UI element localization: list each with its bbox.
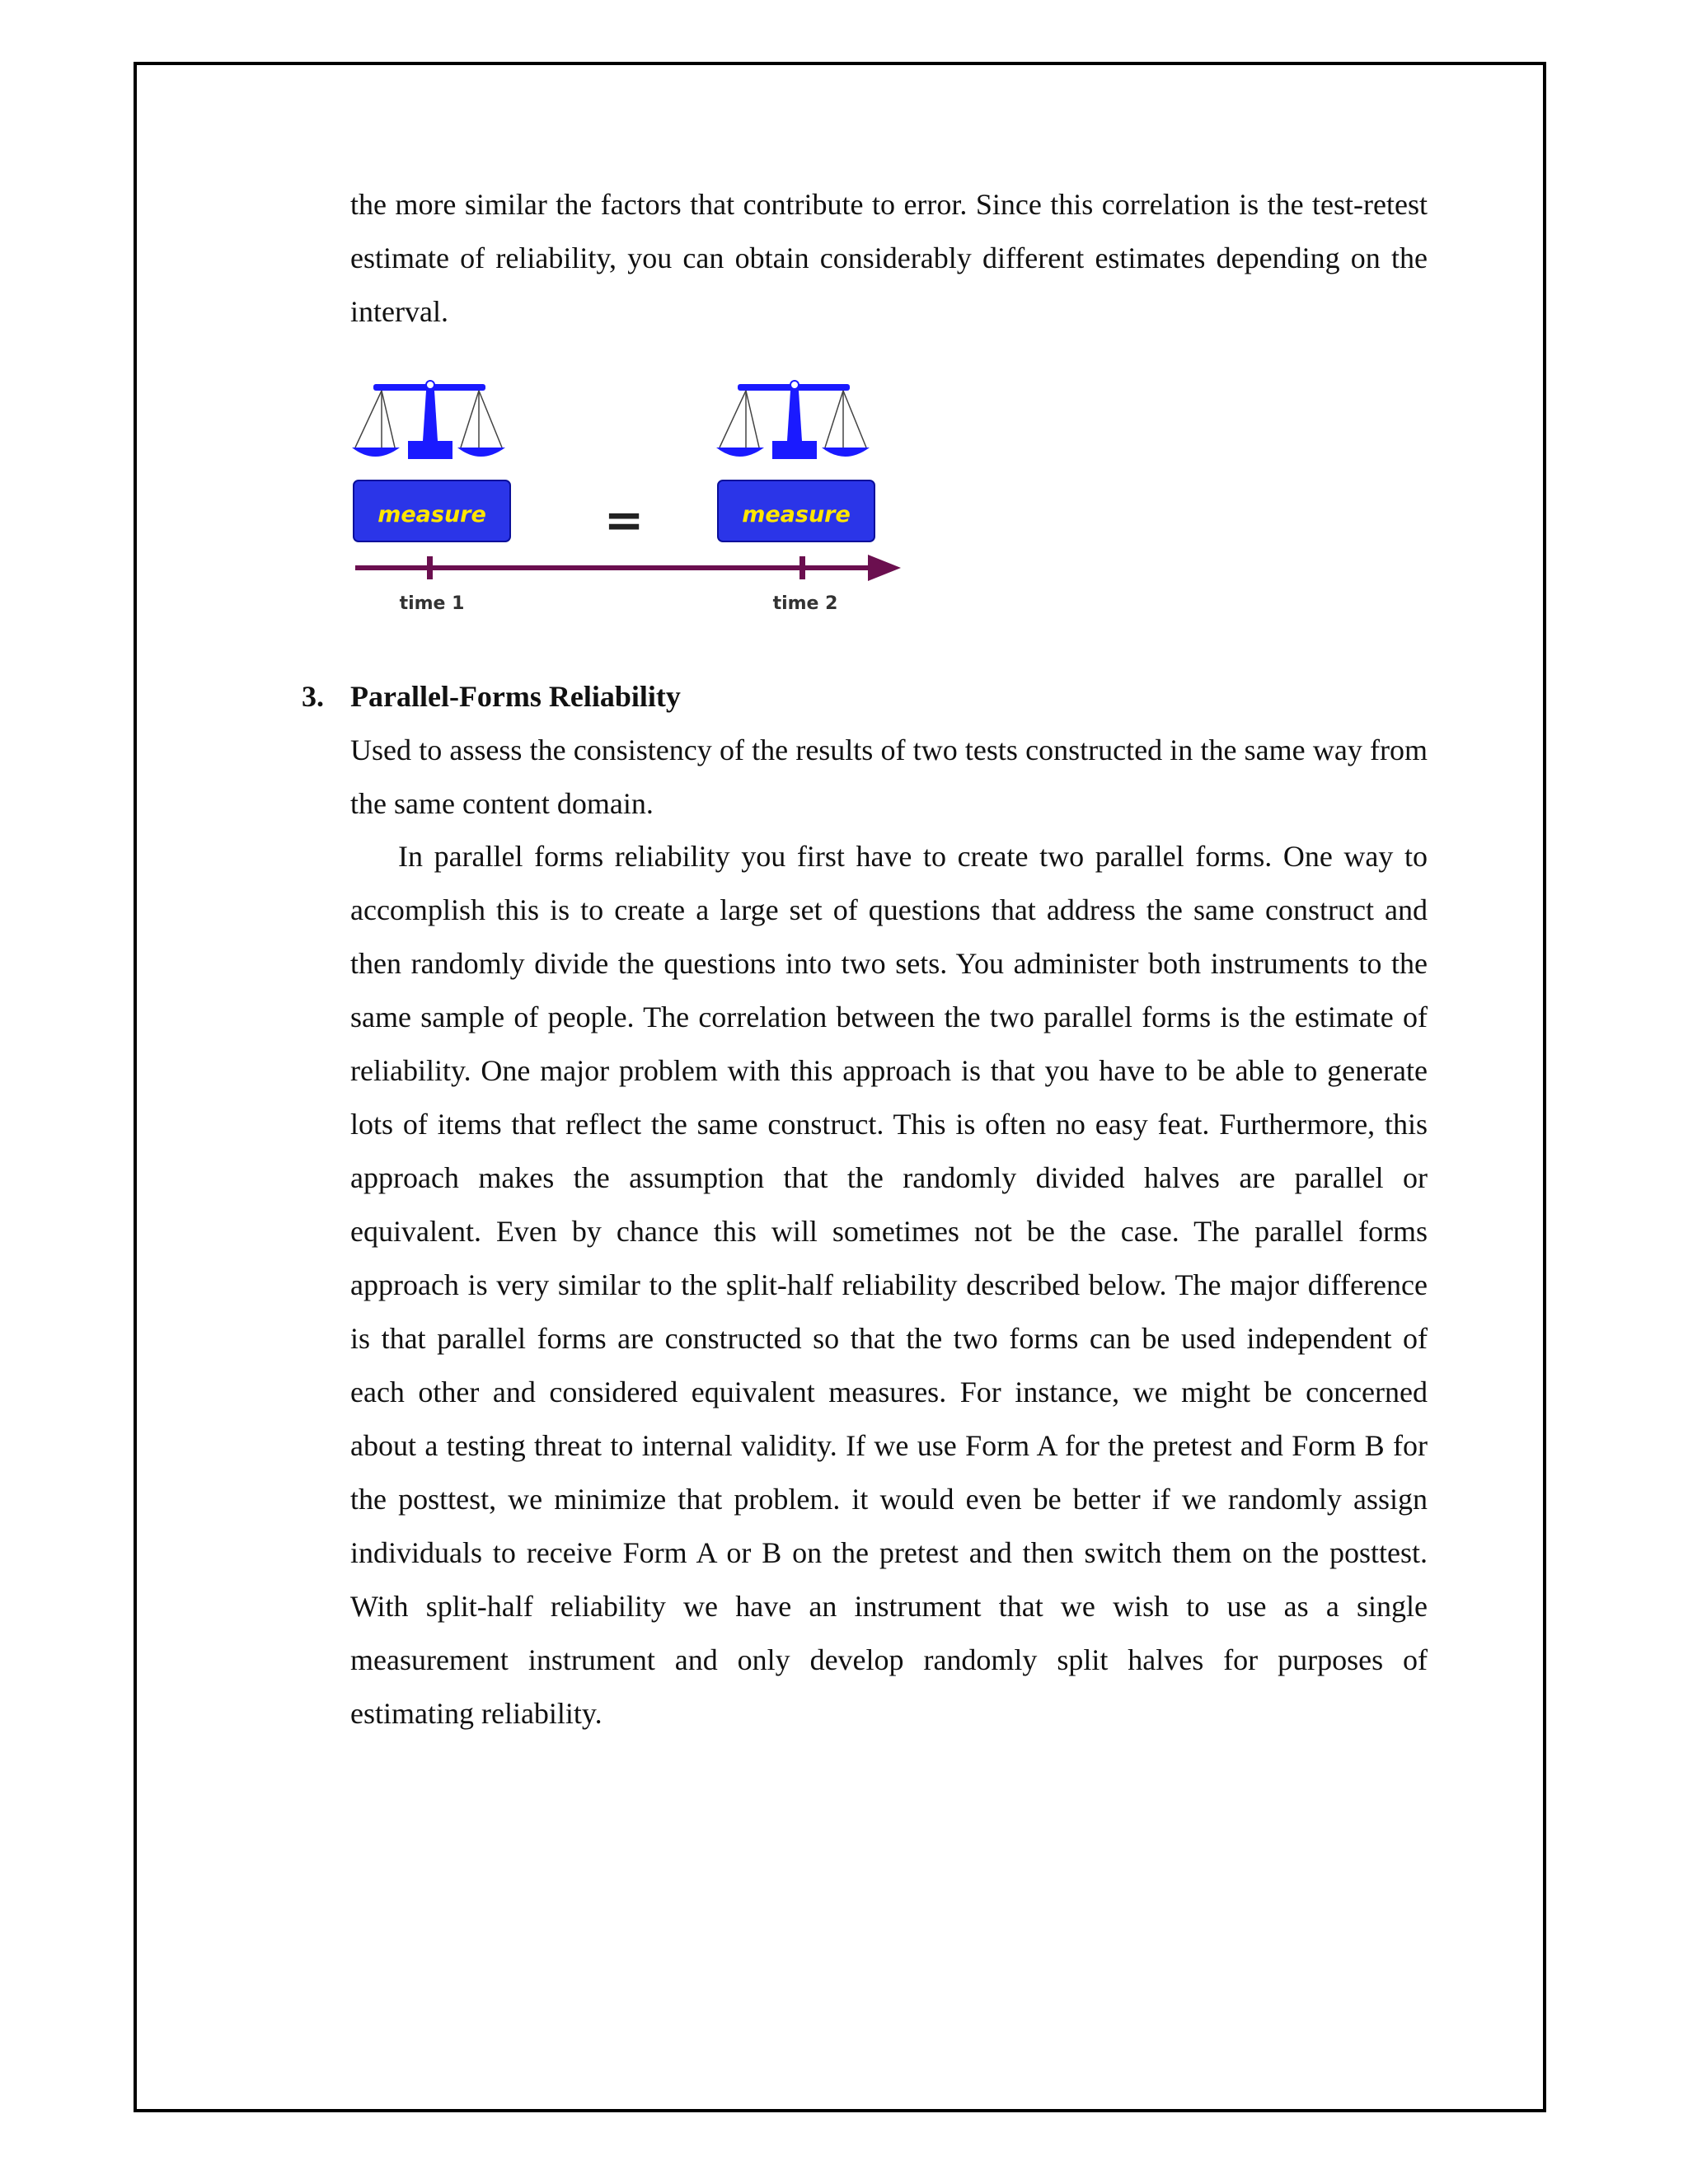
tick-time-2 — [799, 556, 805, 579]
equals-sign: = — [603, 492, 645, 548]
time-2-label: time 2 — [772, 593, 838, 614]
measure-box-right — [718, 480, 874, 541]
balance-scale-icon — [352, 381, 505, 459]
measure-label-left: measure — [377, 502, 486, 527]
section-number: 3. — [302, 680, 324, 713]
measure-label-right: measure — [742, 502, 851, 527]
paragraph-explanation: In parallel forms reliability you first have to create two parallel forms. One way to accomplish this is to create a large set of questions that address the same construct and then randomly divide the questions into two sets. You administer both instruments to the same sample of people. The correlation between the two parallel forms is the estimate of reliability. One major problem with this approach is that you have to be able to generate lots of items that reflect the same construct. This is often no easy feat. Furthermore, this approach makes the assumption that the randomly divided halves are parallel or equivalent. Even by chance this will sometimes not be the case. The parallel forms approach is very similar to the split-half reliability described below. The major difference is that parallel forms are constructed so that the two forms can be used independent of each other and considered equivalent measures. For instance, we might be concerned about a testing threat to internal validity. If we use Form A for the pretest and Form B for the posttest, we minimize that problem. it would even be better if we randomly assign individuals to receive Form A or B on the pretest and then switch them on the posttest. With split-half reliability we have an instrument that we wish to use as a single measurement instrument and only develop randomly split halves for purposes of estimating reliability. — [350, 840, 1428, 1730]
time-1-label: time 1 — [399, 593, 465, 614]
section-heading — [302, 670, 681, 724]
paragraph-definition: Used to assess the consistency of the results of two tests constructed in the same way from the same content domain. — [350, 733, 1428, 820]
section-title: Parallel-Forms Reliability — [350, 680, 681, 713]
tick-time-1 — [427, 556, 433, 579]
paragraph-intro-continued: the more similar the factors that contribute to error. Since this correlation is the test-retest estimate of reliability, you can obtain considerably different estimates depending on the interval. — [350, 188, 1428, 328]
timeline-arrow — [355, 555, 901, 581]
measure-box-left — [354, 480, 510, 541]
test-retest-figure — [350, 375, 927, 626]
balance-scale-icon — [716, 381, 870, 459]
